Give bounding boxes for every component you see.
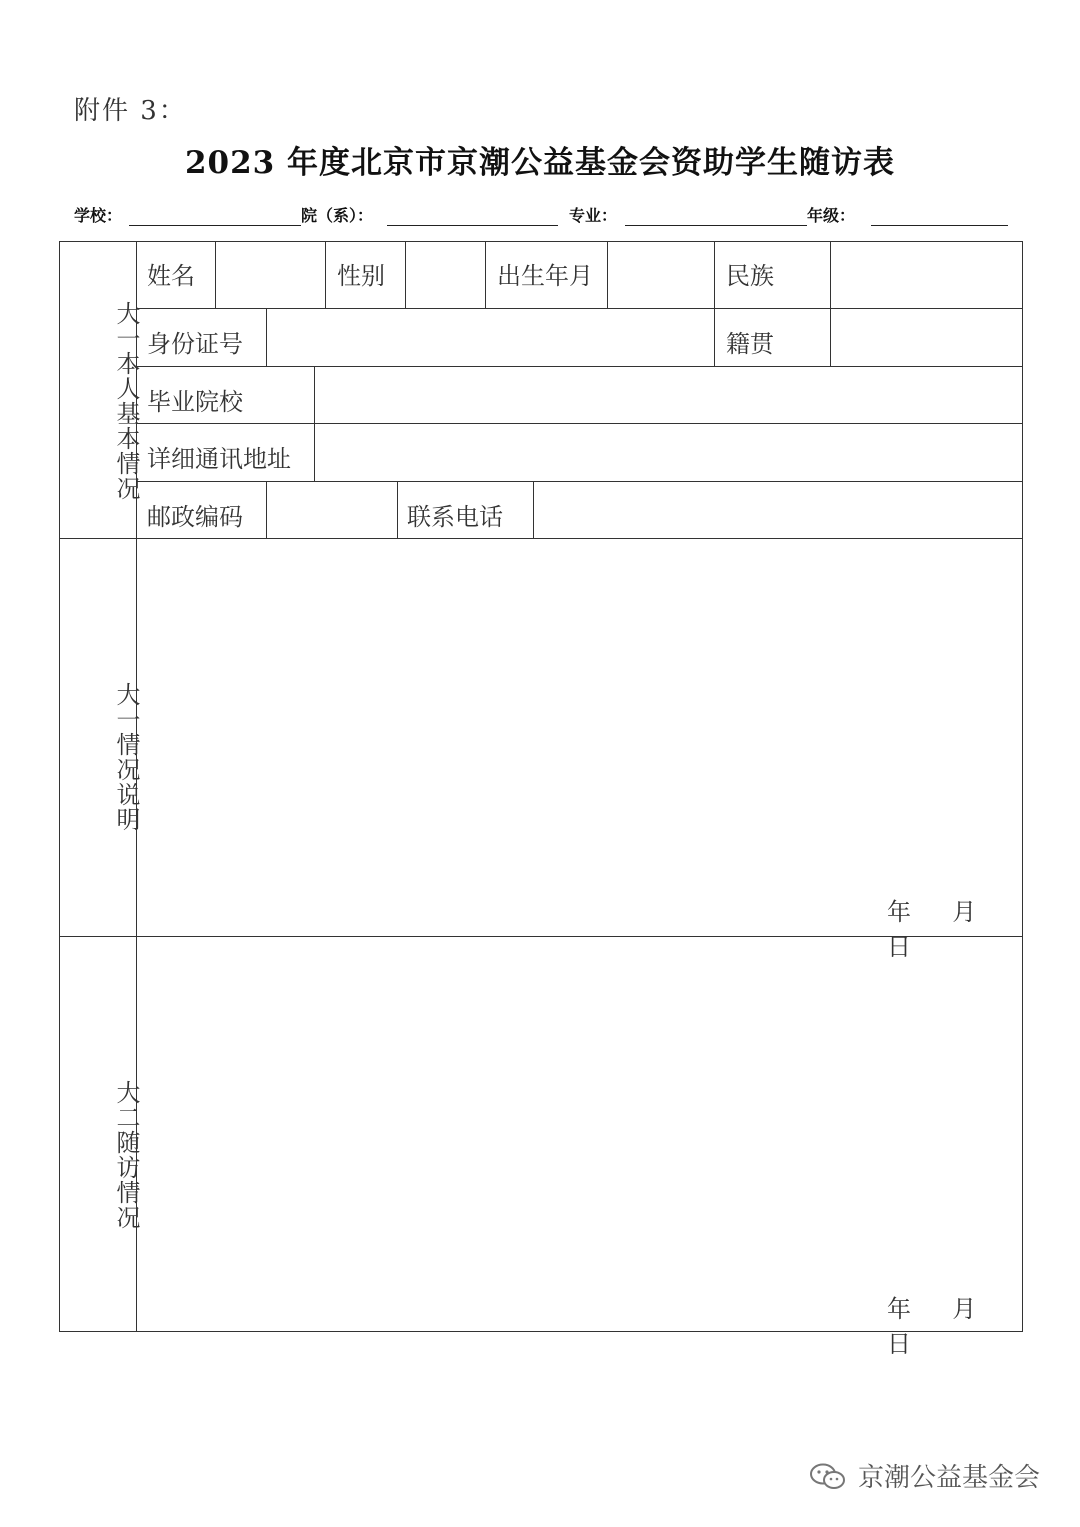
ethnicity-field[interactable] (833, 242, 1021, 306)
row3-border (136, 423, 1022, 424)
attachment-label: 附件 3： (74, 96, 187, 126)
phone-field[interactable] (536, 483, 1021, 536)
follow-up-form-table (59, 241, 1023, 1358)
address-field[interactable] (317, 425, 1021, 479)
name-label: 姓名 (147, 262, 195, 290)
watermark-text: 京潮公益基金会 (858, 1463, 1041, 1493)
native-place-label: 籍贯 (726, 330, 774, 358)
grade-input-line[interactable] (871, 225, 1008, 226)
row5-col-line (533, 481, 534, 538)
row1-col-line (405, 242, 406, 308)
major-input-line[interactable] (625, 225, 807, 226)
postcode-label: 邮政编码 (147, 503, 243, 531)
sophomore-followup-area[interactable] (139, 939, 1021, 1277)
row5-col-line (397, 481, 398, 538)
gender-field[interactable] (408, 242, 483, 306)
birth-label: 出生年月 (497, 262, 593, 290)
graduated-school-field[interactable] (317, 368, 1021, 421)
row3-4-col-line (314, 366, 315, 481)
gender-label: 性别 (337, 262, 385, 290)
department-input-line[interactable] (387, 225, 558, 226)
section3-heading: 大二随访情况 (112, 1080, 140, 1230)
grade-label: 年级： (807, 206, 856, 225)
row1-col-line (325, 242, 326, 308)
school-input-line[interactable] (129, 225, 301, 226)
row4-border (136, 481, 1022, 482)
id-number-label: 身份证号 (147, 330, 243, 358)
row2-border (136, 366, 1022, 367)
name-field[interactable] (218, 242, 323, 306)
graduated-school-label: 毕业院校 (147, 388, 243, 416)
postcode-field[interactable] (269, 483, 395, 536)
row5-col-line (266, 481, 267, 538)
section1-bottom-border (60, 538, 1022, 539)
section2-bottom-border (60, 936, 1022, 937)
birth-field[interactable] (610, 242, 712, 306)
date-day: 日 (887, 1330, 911, 1358)
address-label: 详细通讯地址 (147, 445, 291, 473)
ethnicity-label: 民族 (726, 262, 774, 290)
id-number-field[interactable] (269, 310, 712, 364)
native-place-field[interactable] (833, 310, 1021, 364)
page-title: 2023 年度北京市京潮公益基金会资助学生随访表 (184, 145, 896, 181)
section2-heading: 大一情况说明 (112, 682, 140, 832)
section1-heading: 大一本人基本情况 (112, 301, 140, 501)
row1-2-col-line (830, 242, 831, 366)
phone-label: 联系电话 (407, 503, 503, 531)
row1-col-line (485, 242, 486, 308)
row1-col-line (215, 242, 216, 308)
department-label: 院（系）： (301, 206, 374, 225)
date-year: 年 (887, 1295, 911, 1323)
section3-date (887, 1289, 1022, 1359)
freshman-notes-area[interactable] (139, 540, 1021, 880)
school-label: 学校： (74, 206, 123, 225)
date-day: 日 (887, 933, 911, 961)
wechat-icon (808, 1462, 848, 1492)
row1-col-line (607, 242, 608, 308)
row1-border (136, 308, 1022, 309)
date-month: 月 (952, 898, 977, 926)
row2-col-line (266, 308, 267, 366)
row1-2-col-line (714, 242, 715, 366)
date-month: 月 (952, 1295, 977, 1323)
major-label: 专业： (569, 206, 618, 225)
date-year: 年 (887, 898, 911, 926)
